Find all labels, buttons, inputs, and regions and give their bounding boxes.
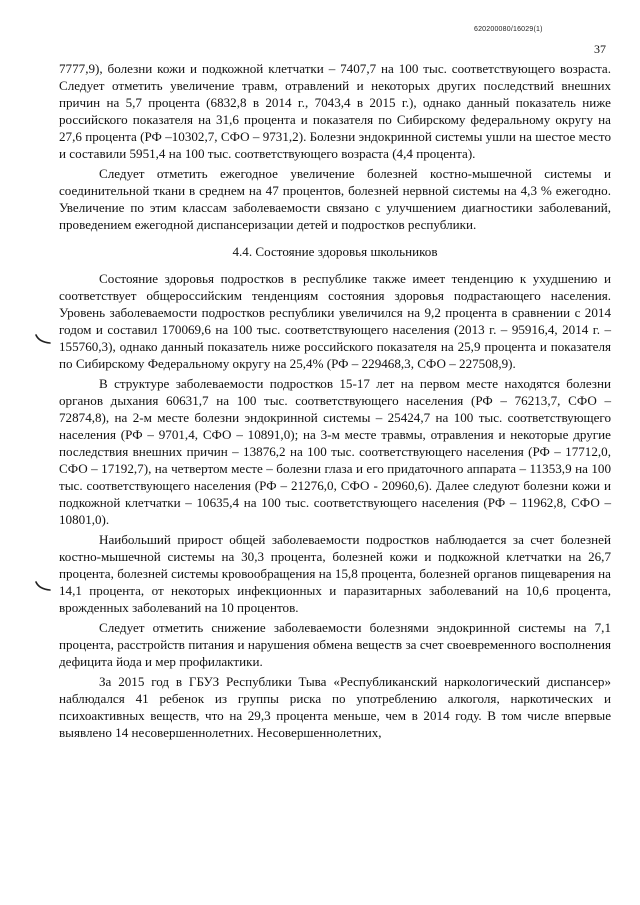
paragraph: За 2015 год в ГБУЗ Республики Тыва «Республиканский наркологический диспансер» наблюдался 41 ребенок из группы риска по употреблению алкоголя, наркотических и психоактивных веществ, что на 29,3 процента меньше, чем в 2014 году. В том числе впервые выявлено 14 несовершеннолетних. Несовершеннолетних, — [59, 674, 611, 740]
paragraph: В структуре заболеваемости подростков 15-17 лет на первом месте находятся болезни органов дыхания 60631,7 на 100 тыс. соответствующего населения (РФ – 76213,7, СФО – 72874,8), на 2-м месте болезни эндокринной системы – 25424,7 на 100 тыс. соответствующего населения (РФ – 9701,4, СФО – 10891,0); на 3-м месте травмы, отравления и некоторые другие последствия внешних причин – 13876,2 на 100 тыс. соответствующего населения (РФ – 17712,0, СФО – 17192,7), на четвертом месте – болезни глаза и его придаточного аппарата – 11353,9 на 100 тыс. соответствующего населения (РФ – 21276,0, СФО - 20960,6). Далее следуют болезни кожи и подкожной клетчатки – 10635,4 на 100 тыс. соответствующего населения (РФ – 11962,8, СФО – 10801,0). — [59, 376, 611, 527]
paragraph: Следует отметить ежегодное увеличение болезней костно-мышечной системы и соединительной ткани в среднем на 47 процентов, болезней нервной системы на 4,3 % ежегодно. Увеличение по этим классам заболеваемости связано с улучшением диагностики заболеваний, проведением ежегодной диспансеризации детей и подростков республики. — [59, 166, 611, 232]
paragraph: Наибольший прирост общей заболеваемости подростков наблюдается за счет болезней костно-мышечной системы на 30,3 процента, болезней кожи и подкожной клетчатки на 26,7 процента, болезней системы кровообращения на 15,8 процента, болезней органов пищеварения на 14,1 процента, от некоторых инфекционных и паразитарных заболеваний на 10,6 процента, врожденных заболеваний на 10 процентов. — [59, 532, 611, 615]
paragraph: Следует отметить снижение заболеваемости болезнями эндокринной системы на 7,1 процента, расстройств питания и нарушения обмена веществ за счет своевременного восполнения дефицита йода и мер профилактики. — [59, 620, 611, 669]
paragraph: Состояние здоровья подростков в республике также имеет тенденцию к ухудшению и соответствует общероссийским тенденциям состояния здоровья подрастающего населения. Уровень заболеваемости подростков республики увеличился на 9,2 процента в сравнении с 2014 годом и составил 170069,6 на 100 тыс. соответствующего населения (2013 г. – 95916,4, 2014 г. – 155760,3), однако данный показатель ниже российского показателя на 25,9 процента и показателя по Сибирскому Федеральному округу на 25,4% (РФ – 229468,3, СФО – 227508,9). — [59, 271, 611, 371]
margin-checkmark-icon — [34, 333, 52, 347]
document-body — [59, 60, 611, 741]
page-number: 37 — [594, 42, 606, 56]
document-code: 620200080/16029(1) — [474, 26, 543, 33]
margin-checkmark-icon — [34, 580, 52, 594]
paragraph: 7777,9), болезни кожи и подкожной клетчатки – 7407,7 на 100 тыс. соответствующего возраста. Следует отметить увеличение травм, отравлений и некоторых других последствий внешних причин на 5,7 процента (6832,8 в 2014 г., 7043,4 в 2015 г.), однако данный показатель ниже российского показателя на 31,6 процента и показателя по Сибирскому федеральному округу на 27,6 процента (РФ –10302,7, СФО – 9731,2). Болезни эндокринной системы ушли на шестое место и составили 5951,4 на 100 тыс. соответствующего возраста (4,4 процента). — [59, 61, 611, 161]
section-heading: 4.4. Состояние здоровья школьников — [232, 244, 438, 259]
